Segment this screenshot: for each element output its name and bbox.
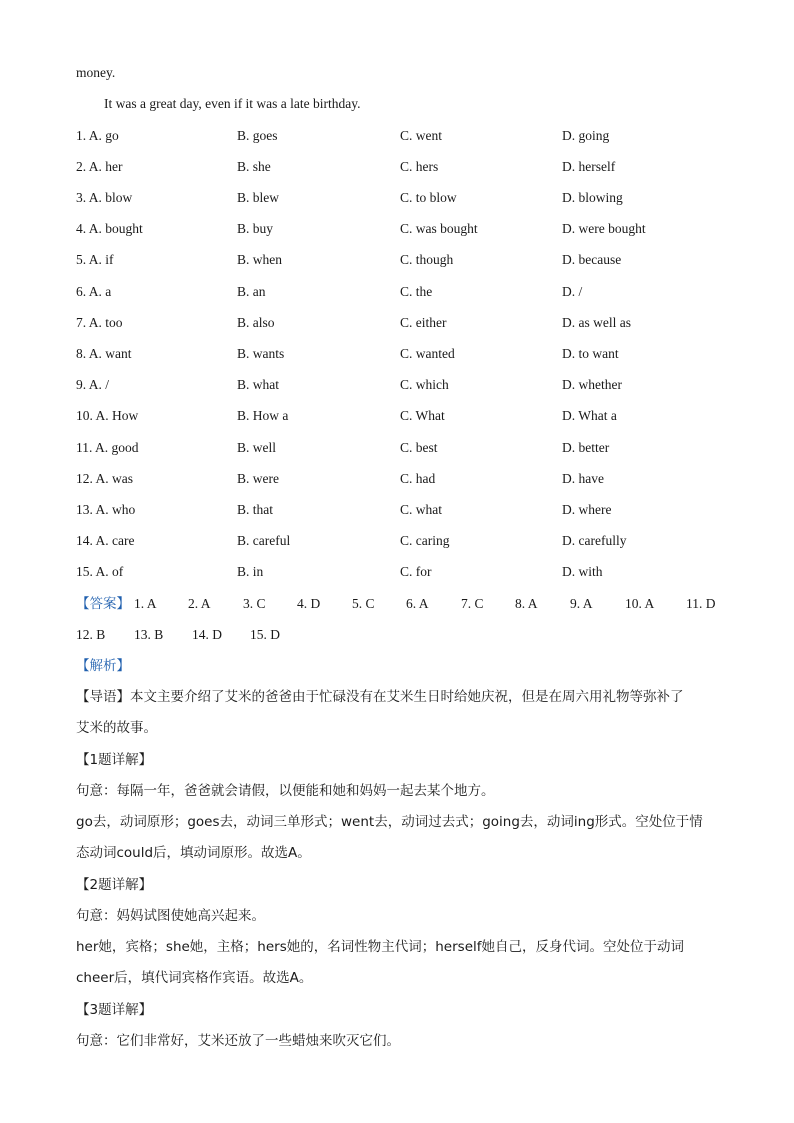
option-b: B. blew bbox=[237, 190, 279, 205]
option-row bbox=[76, 189, 756, 207]
option-a: 1. A. go bbox=[76, 128, 119, 143]
option-d: D. better bbox=[562, 440, 610, 455]
answer-item: 3. C bbox=[243, 596, 266, 611]
option-c: C. What bbox=[400, 408, 445, 423]
q3-text: 句意：它们非常好，艾米还放了一些蜡烛来吹灭它们。 bbox=[76, 1033, 400, 1049]
option-row bbox=[76, 470, 756, 488]
option-a: 11. A. good bbox=[76, 440, 139, 455]
option-d: D. What a bbox=[562, 408, 617, 423]
option-c: C. what bbox=[400, 502, 442, 517]
q1-text: go去，动词原形；goes去，动词三单形式；went去，动词过去式；going去，动词ing形式。空处位于情 bbox=[76, 814, 703, 830]
guide-text: 艾米的故事。 bbox=[76, 720, 157, 736]
option-b: B. what bbox=[237, 377, 279, 392]
option-c: C. for bbox=[400, 564, 432, 579]
option-row bbox=[76, 127, 756, 145]
answer-item: 15. D bbox=[250, 627, 280, 642]
option-row bbox=[76, 251, 756, 269]
option-b: B. an bbox=[237, 284, 266, 299]
answer-item: 4. D bbox=[297, 596, 321, 611]
option-d: D. because bbox=[562, 252, 622, 267]
option-a: 15. A. of bbox=[76, 564, 124, 579]
option-d: D. carefully bbox=[562, 533, 627, 548]
answer-item: 11. D bbox=[686, 596, 716, 611]
option-d: D. blowing bbox=[562, 190, 623, 205]
q1-text: 句意：每隔一年，爸爸就会请假，以便能和她和妈妈一起去某个地方。 bbox=[76, 783, 495, 799]
option-c: C. to blow bbox=[400, 190, 457, 205]
option-a: 12. A. was bbox=[76, 471, 133, 486]
q2-text: cheer后，填代词宾格作宾语。故选A。 bbox=[76, 970, 313, 986]
guide-text: 【导语】本文主要介绍了艾米的爸爸由于忙碌没有在艾米生日时给她庆祝，但是在周六用礼物等弥补了 bbox=[76, 689, 684, 705]
option-b: B. careful bbox=[237, 533, 291, 548]
option-a: 14. A. care bbox=[76, 533, 135, 548]
option-b: B. she bbox=[237, 159, 271, 174]
option-row bbox=[76, 563, 756, 581]
option-a: 10. A. How bbox=[76, 408, 139, 423]
option-c: C. was bought bbox=[400, 221, 478, 236]
option-row bbox=[76, 532, 756, 550]
option-row bbox=[76, 220, 756, 238]
q1-title: 【1题详解】 bbox=[76, 752, 153, 768]
option-row bbox=[76, 376, 756, 394]
passage-line: It was a great day, even if it was a late birthday. bbox=[104, 96, 361, 111]
option-a: 8. A. want bbox=[76, 346, 132, 361]
option-a: 7. A. too bbox=[76, 315, 123, 330]
option-row bbox=[76, 158, 756, 176]
option-a: 6. A. a bbox=[76, 284, 112, 299]
option-c: C. though bbox=[400, 252, 454, 267]
option-row bbox=[76, 407, 756, 425]
option-d: D. where bbox=[562, 502, 612, 517]
option-c: C. the bbox=[400, 284, 433, 299]
option-b: B. that bbox=[237, 502, 273, 517]
q2-text: her她，宾格；she她，主格；hers她的，名词性物主代词；herself她自己，反身代词。空处位于动词 bbox=[76, 939, 685, 955]
option-b: B. in bbox=[237, 564, 264, 579]
option-b: B. were bbox=[237, 471, 279, 486]
option-b: B. well bbox=[237, 440, 276, 455]
option-d: D. going bbox=[562, 128, 610, 143]
answer-item: 10. A bbox=[625, 596, 655, 611]
option-a: 13. A. who bbox=[76, 502, 136, 517]
q2-title: 【2题详解】 bbox=[76, 877, 153, 893]
option-c: C. best bbox=[400, 440, 438, 455]
analysis-label: 【解析】 bbox=[76, 658, 130, 674]
option-d: D. have bbox=[562, 471, 604, 486]
answer-item: 8. A bbox=[515, 596, 538, 611]
passage-line: money. bbox=[76, 65, 116, 80]
answer-item: 14. D bbox=[192, 627, 222, 642]
option-d: D. as well as bbox=[562, 315, 631, 330]
option-d: D. / bbox=[562, 284, 583, 299]
answer-item: 1. A bbox=[134, 596, 157, 611]
option-c: C. caring bbox=[400, 533, 450, 548]
answer-item: 2. A bbox=[188, 596, 211, 611]
option-a: 3. A. blow bbox=[76, 190, 133, 205]
option-d: D. with bbox=[562, 564, 603, 579]
option-b: B. goes bbox=[237, 128, 278, 143]
option-b: B. also bbox=[237, 315, 275, 330]
option-d: D. herself bbox=[562, 159, 616, 174]
option-b: B. wants bbox=[237, 346, 285, 361]
option-c: C. had bbox=[400, 471, 436, 486]
answer-row bbox=[76, 626, 736, 644]
option-d: D. were bought bbox=[562, 221, 646, 236]
option-row bbox=[76, 439, 756, 457]
answer-item: 7. C bbox=[461, 596, 484, 611]
option-c: C. went bbox=[400, 128, 442, 143]
q2-text: 句意：妈妈试图使她高兴起来。 bbox=[76, 908, 265, 924]
q3-title: 【3题详解】 bbox=[76, 1002, 153, 1018]
option-d: D. whether bbox=[562, 377, 622, 392]
option-c: C. hers bbox=[400, 159, 439, 174]
option-b: B. How a bbox=[237, 408, 289, 423]
answer-label: 【答案】 bbox=[76, 596, 130, 612]
option-d: D. to want bbox=[562, 346, 619, 361]
answer-row bbox=[76, 595, 736, 613]
answer-item: 12. B bbox=[76, 627, 106, 642]
option-c: C. either bbox=[400, 315, 447, 330]
option-a: 4. A. bought bbox=[76, 221, 143, 236]
option-c: C. which bbox=[400, 377, 449, 392]
answer-item: 13. B bbox=[134, 627, 164, 642]
option-a: 2. A. her bbox=[76, 159, 123, 174]
answer-item: 5. C bbox=[352, 596, 375, 611]
answer-item: 9. A bbox=[570, 596, 593, 611]
option-a: 9. A. / bbox=[76, 377, 110, 392]
option-row bbox=[76, 501, 756, 519]
option-c: C. wanted bbox=[400, 346, 455, 361]
option-a: 5. A. if bbox=[76, 252, 114, 267]
answer-item: 6. A bbox=[406, 596, 429, 611]
option-b: B. buy bbox=[237, 221, 274, 236]
q1-text: 态动词could后，填动词原形。故选A。 bbox=[76, 845, 311, 861]
option-b: B. when bbox=[237, 252, 282, 267]
option-row bbox=[76, 283, 756, 301]
option-row bbox=[76, 314, 756, 332]
option-row bbox=[76, 345, 756, 363]
